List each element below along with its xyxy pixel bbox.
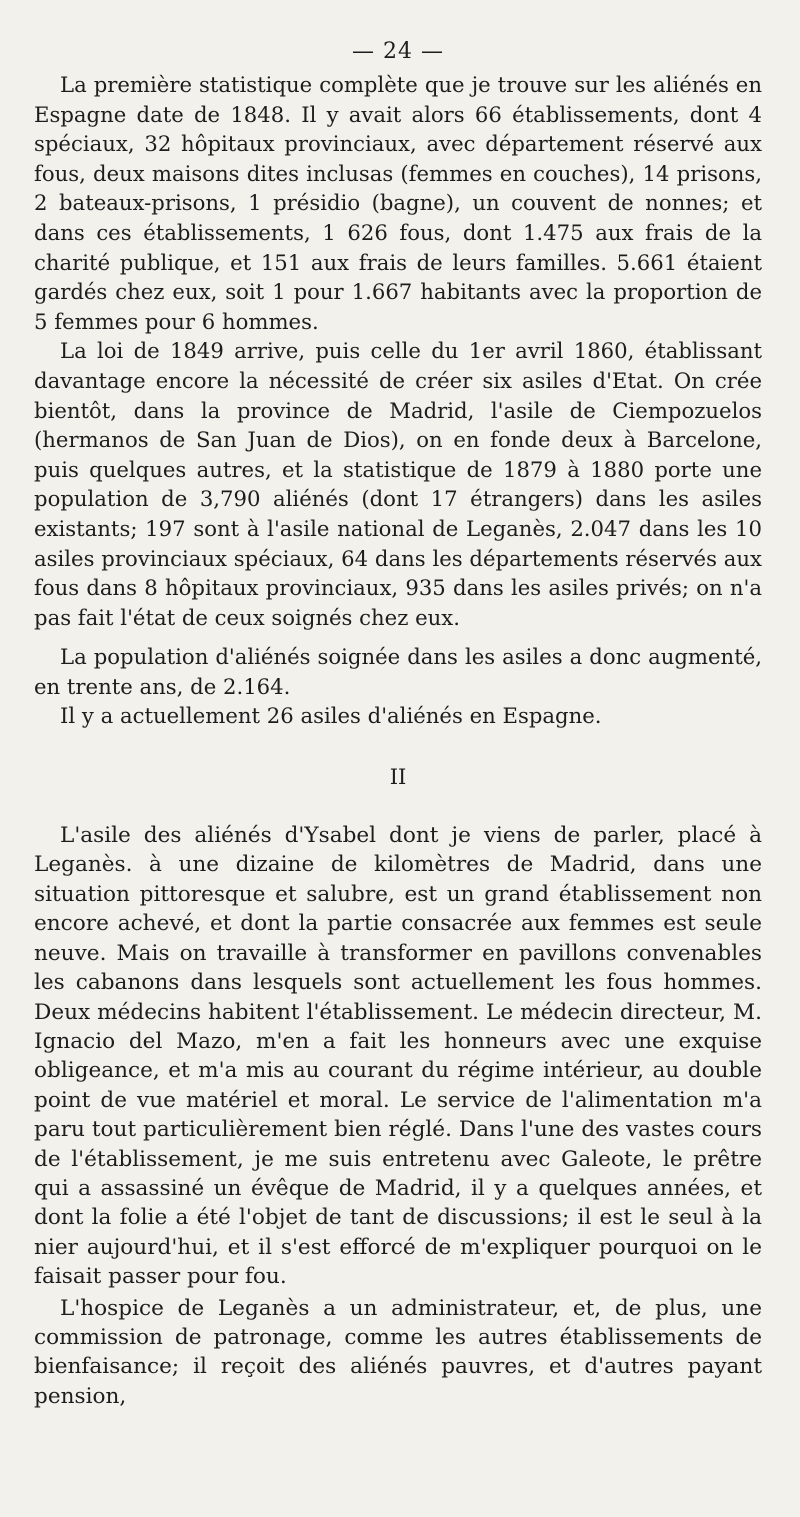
paragraph-asylum-count: Il y a actuellement 26 asiles d'aliénés en Espagne. [60,703,602,729]
paragraph-leganes-hospice: L'hospice de Leganès a un administrateur, et, de plus, une commission de patronage, comme les autres établissements de bienfaisance; il reçoit des aliénés pauvres, et d'autres payant pension, [34,1295,762,1409]
paragraph-population-increase: La population d'aliénés soignée dans les asiles a donc augmenté, en trente ans, de 2.164. [34,644,762,699]
section-heading-ii: II [389,765,407,790]
paragraph-leganes-asylum: L'asile des aliénés d'Ysabel dont je viens de parler, placé à Leganès. à une dizaine de kilomètres de Madrid, dans une situation pittoresque et salubre, est un grand établissement non encore achevé, et dont la partie consacrée aux femmes est seule neuve. Mais on travaille à transformer en pavillons convenables les cabanons dans lesquels sont actuellement les fous hommes. Deux médecins habitent l'établissement. Le médecin directeur, M. Ignacio del Mazo, m'en a fait les honneurs avec une exquise obligeance, et m'a mis au courant du régime intérieur, au double point de vue matériel et moral. Le service de l'alimentation m'a paru tout particulièrement bien réglé. Dans l'une des vastes cours de l'établissement, je me suis entretenu avec Galeote, le prêtre qui a assassiné un évêque de Madrid, il y a quelques années, et dont la folie a été l'objet de tant de discussions; il est le seul à la nier aujourd'hui, et il s'est efforcé de m'expliquer pourquoi on le faisait passer pour fou. [34,823,762,1290]
page-number: — 24 — [352,39,444,64]
paragraph-statistics-1848: La première statistique complète que je trouve sur les aliénés en Espagne date de 1848. Il y avait alors 66 établissements, dont 4 spéciaux, 32 hôpitaux provinciaux, avec département réservé aux fous, deux maisons dites inclusas (femmes en couches), 14 prisons, 2 bateaux-prisons, 1 présidio (bagne), un couvent de nonnes; et dans ces établissements, 1 626 fous, dont 1.475 aux frais de la charité publique, et 151 aux frais de leurs familles. 5.661 étaient gardés chez eux, soit 1 pour 1.667 habitants avec la proportion de 5 femmes pour 6 hommes. [34,72,762,334]
paragraph-law-1849: La loi de 1849 arrive, puis celle du 1er avril 1860, établissant davantage encore la nécessité de créer six asiles d'Etat. On crée bientôt, dans la province de Madrid, l'asile de Ciempozuelos (hermanos de San Juan de Dios), on en fonde deux à Barcelone, puis quelques autres, et la statistique de 1879 à 1880 porte une population de 3,790 aliénés (dont 17 étrangers) dans les asiles existants; 197 sont à l'asile national de Leganès, 2.047 dans les 10 asiles provinciaux spéciaux, 64 dans les départements réservés aux fous dans 8 hôpitaux provinciaux, 935 dans les asiles privés; on n'a pas fait l'état de ceux soignés chez eux. [34,338,762,630]
